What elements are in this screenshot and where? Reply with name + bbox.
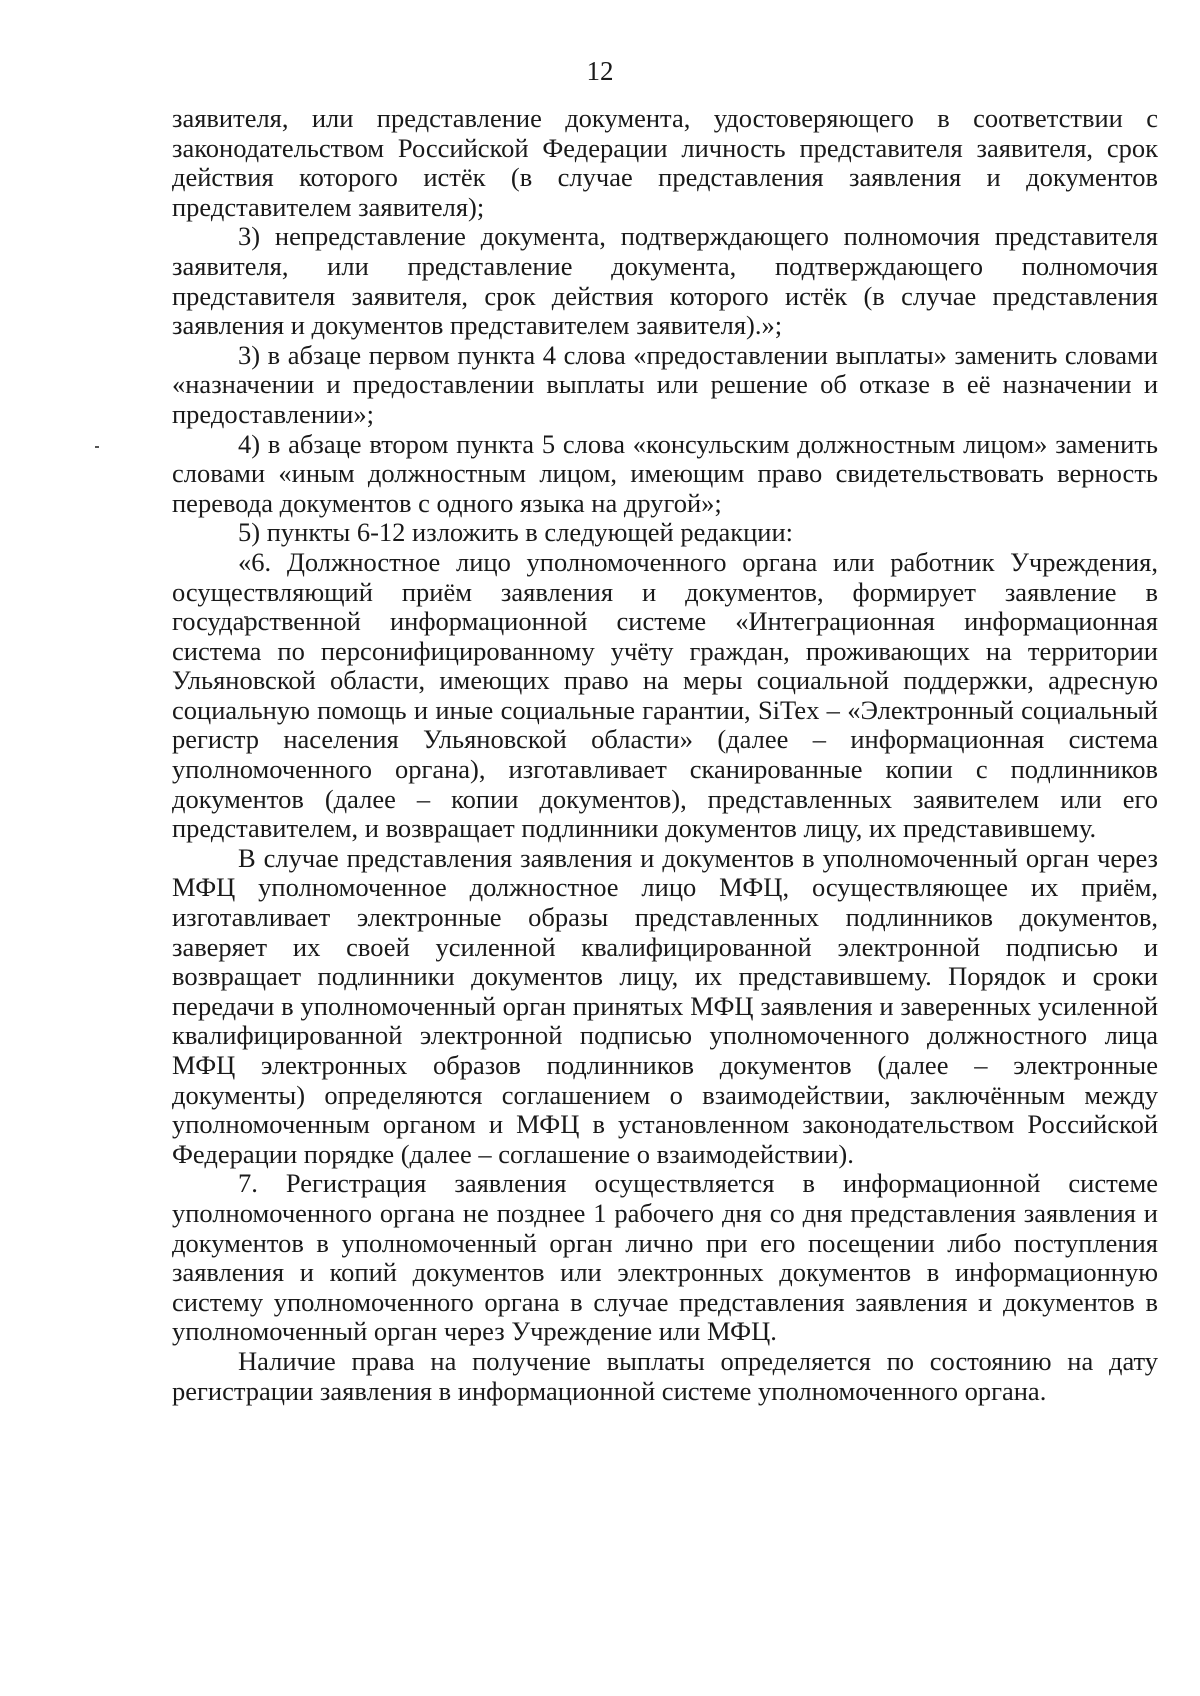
paragraph-amendment-4: 4) в абзаце втором пункта 5 слова «консульским должностным лицом» заменить словами «иным должностным лицом, имеющим право свидетельствовать верность перевода документов с одного языка на другой»; — [172, 428, 1158, 518]
paragraph-amendment-5: 5) пункты 6-12 изложить в следующей редакции: — [238, 517, 794, 548]
paragraph-item-3-nonsubmission: 3) непредставление документа, подтверждающего полномочия представителя заявителя, или представление документа, подтверждающего полномочия представителя заявителя, срок действия которого истёк (в случае представления заявления и документов представителем заявителя).»; — [172, 221, 1158, 341]
paragraph-continuation: заявителя, или представление документа, удостоверяющего в соответствии с законодательством Российской Федерации личность представителя заявителя, срок действия которого истёк (в случае представления заявления и документов представителем заявителя); — [172, 103, 1158, 222]
page-number: 12 — [586, 56, 614, 86]
scan-artifact-dot — [95, 446, 99, 448]
paragraph-amendment-3: 3) в абзаце первом пункта 4 слова «предоставлении выплаты» заменить словами «назначении и предоставлении выплаты или решение об отказе в её назначении и предоставлении»; — [172, 339, 1158, 429]
paragraph-clause-7-right: Наличие права на получение выплаты определяется по состоянию на дату регистрации заявления в информационной системе уполномоченного органа. — [172, 1345, 1158, 1406]
paragraph-clause-7: 7. Регистрация заявления осуществляется в информационной системе уполномоченного органа не позднее 1 рабочего дня со дня представления заявления и документов в уполномоченный орган лично при его посещении либо поступления заявления и копий документов или электронных документов в информационную систему уполномоченного органа в случае представления заявления и документов в уполномоченный орган через Учреждение или МФЦ. — [172, 1168, 1158, 1347]
document-body — [172, 104, 1158, 1406]
paragraph-clause-6: «6. Должностное лицо уполномоченного органа или работник Учреждения, осуществляющий приём заявления и документов, формирует заявление в государственной информационной системе «Интеграционная информационная система по персонифицированному учёту граждан, проживающих на территории Ульяновской области, имеющих право на меры социальной поддержки, адресную социальную помощь и иные социальные гарантии, SiTex – «Электронный социальный регистр населения Ульяновской области» (далее – информационная система уполномоченного органа), изготавливает сканированные копии с подлинников документов (далее – копии документов), представленных заявителем или его представителем, и возвращает подлинники документов лицу, их представившему. — [172, 546, 1158, 844]
paragraph-clause-6-mfc: В случае представления заявления и документов в уполномоченный орган через МФЦ уполномоченное должностное лицо МФЦ, осуществляющее их приём, изготавливает электронные образы представленных подлинников документов, заверяет их своей усиленной квалифицированной электронной подписью и возвращает подлинники документов лицу, их представившему. Порядок и сроки передачи в уполномоченный орган принятых МФЦ заявления и заверенных усиленной квалифицированной электронной подписью уполномоченного должностного лица МФЦ электронных образов подлинников документов (далее – электронные документы) определяются соглашением о взаимодействии, заключённым между уполномоченным органом и МФЦ в установленном законодательством Российской Федерации порядке (далее – соглашение о взаимодействии). — [172, 842, 1158, 1169]
